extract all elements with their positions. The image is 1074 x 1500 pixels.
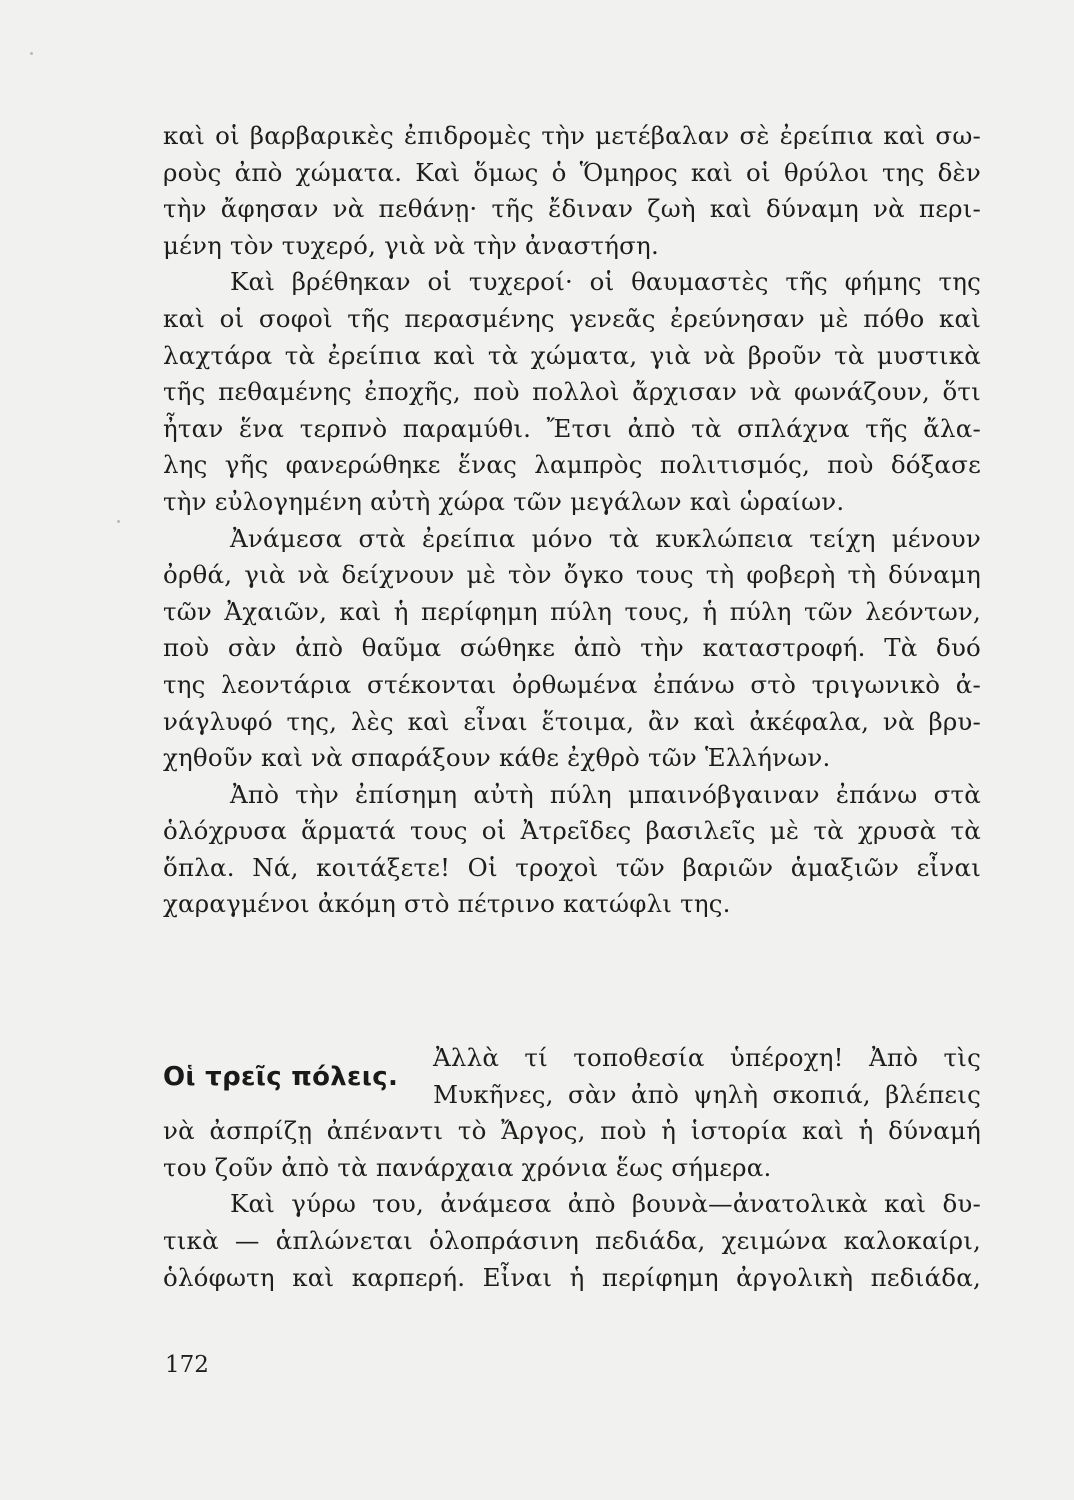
text-line: τὴν εὐλογημένη αὐτὴ χώρα τῶν μεγάλων καὶ ὡραίων. (163, 486, 845, 516)
page-number: 172 (165, 1352, 209, 1378)
text-line: Ἀλλὰ τί τοποθεσία ὑπέροχη! Ἀπὸ τὶς (433, 1043, 981, 1072)
text-line: ποὺ σὰν ἀπὸ θαῦμα σώθηκε ἀπὸ τὴν καταστροφή. Τὰ δυό (163, 633, 981, 663)
text-line: μένη τὸν τυχερό, γιὰ νὰ τὴν ἀναστήση. (163, 230, 659, 260)
paper-speck (30, 52, 33, 55)
text-line: ὀρθά, γιὰ νὰ δείχνουν μὲ τὸν ὄγκο τους τὴ φοβερὴ τὴ δύναμη (163, 560, 981, 590)
text-line: Καὶ βρέθηκαν οἱ τυχεροί· οἱ θαυμαστὲς τῆς φήμης της (230, 267, 981, 297)
section-heading: Οἱ τρεῖς πόλεις. (163, 1062, 399, 1092)
text-line: ρoὺς ἀπὸ χώματα. Καὶ ὅμως ὁ Ὅμηρος καὶ οἱ θρύλοι της δὲν (163, 157, 981, 187)
text-line: ἦταν ἕνα τερπνὸ παραμύθι. Ἔτσι ἀπὸ τὰ σπλάχνα τῆς ἄλα- (163, 413, 981, 443)
text-line: του ζοῦν ἀπὸ τὰ πανάρχαια χρόνια ἕως σήμερα. (163, 1152, 772, 1182)
text-line: νάγλυφό της, λὲς καὶ εἶναι ἕτοιμα, ἂν καὶ ἀκέφαλα, νὰ βρυ- (163, 706, 981, 736)
text-line: Μυκῆνες, σὰν ἀπὸ ψηλὴ σκοπιά, βλέπεις (433, 1079, 981, 1109)
text-line: τὴν ἄφησαν νὰ πεθάνῃ· τῆς ἔδιναν ζωὴ καὶ δύναμη νὰ περι- (163, 194, 981, 224)
text-line: Ἀνάμεσα στὰ ἐρείπια μόνο τὰ κυκλώπεια τείχη μένουν (230, 523, 981, 553)
text-line: καὶ οἱ σοφοὶ τῆς περασμένης γενεᾶς ἐρεύνησαν μὲ πόθο καὶ (163, 303, 981, 333)
text-line: νὰ ἀσπρίζῃ ἀπέναντι τὸ Ἄργος, ποὺ ἡ ἱστορία καὶ ἡ δύναμή (163, 1116, 981, 1146)
text-line: λης γῆς φανερώθηκε ἕνας λαμπρὸς πολιτισμός, ποὺ δόξασε (163, 450, 981, 480)
text-line: Ἀπὸ τὴν ἐπίσημη αὐτὴ πύλη μπαινόβγαιναν ἐπάνω στὰ (230, 779, 981, 809)
text-line: Καὶ γύρω του, ἀνάμεσα ἀπὸ βουνὰ—ἀνατολικὰ καὶ δυ- (230, 1189, 981, 1219)
text-line: τῶν Ἀχαιῶν, καὶ ἡ περίφημη πύλη τους, ἡ πύλη τῶν λεόντων, (163, 596, 981, 626)
text-line: τικὰ — ἁπλώνεται ὁλοπράσινη πεδιάδα, χειμώνα καλοκαίρι, (163, 1225, 981, 1255)
page-body-section (163, 1040, 981, 1296)
text-line: ὁλόχρυσα ἅρματά τους οἱ Ἀτρεῖδες βασιλεῖς μὲ τὰ χρυσὰ τὰ (163, 816, 981, 846)
page-body (163, 118, 981, 923)
text-line: χηθοῦν καὶ νὰ σπαράξουν κάθε ἐχθρὸ τῶν Ἑλλήνων. (163, 743, 831, 773)
text-line: της λεοντάρια στέκονται ὀρθωμένα ἐπάνω στὸ τριγωνικὸ ἀ- (163, 669, 981, 699)
text-line: λαχτάρα τὰ ἐρείπια καὶ τὰ χώματα, γιὰ νὰ βροῦν τὰ μυστικὰ (163, 340, 981, 370)
text-line: ὁλόφωτη καὶ καρπερή. Εἶναι ἡ περίφημη ἀργολικὴ πεδιάδα, (163, 1262, 981, 1292)
text-line: τῆς πεθαμένης ἐποχῆς, ποὺ πολλοὶ ἄρχισαν νὰ φωνάζουν, ὅτι (163, 377, 981, 407)
text-line: χαραγμένοι ἀκόμη στὸ πέτρινο κατώφλι της. (163, 889, 731, 919)
text-line: καὶ οἱ βαρβαρικὲς ἐπιδρομὲς τὴν μετέβαλαν σὲ ἐρείπια καὶ σω- (163, 121, 981, 150)
text-line: ὅπλα. Νά, κοιτάξετε! Οἱ τροχοὶ τῶν βαριῶν ἁμαξιῶν εἶναι (163, 852, 981, 882)
paper-speck (117, 520, 120, 523)
